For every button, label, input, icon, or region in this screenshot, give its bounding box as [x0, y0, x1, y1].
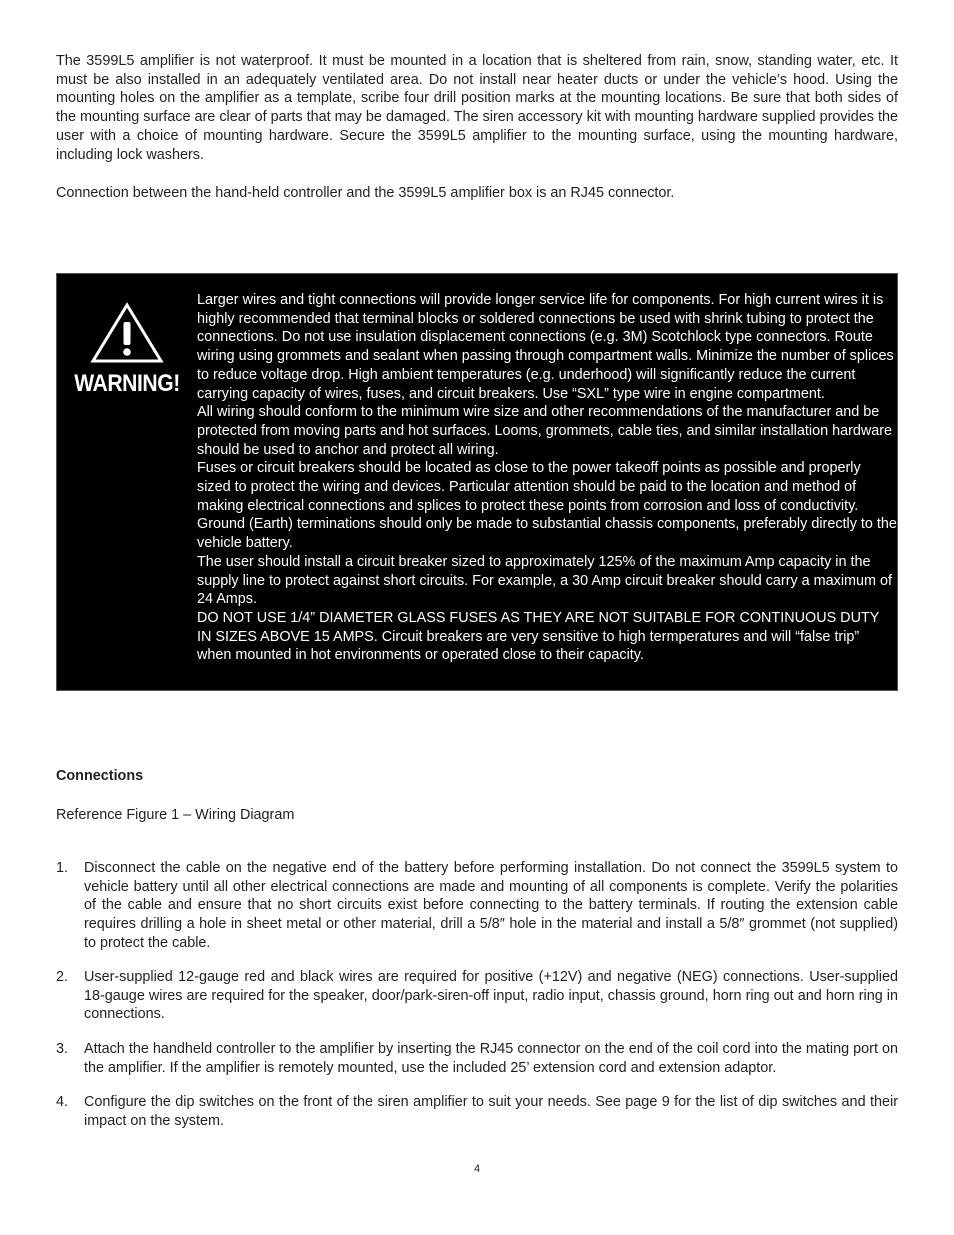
- list-item: [56, 1040, 898, 1077]
- intro-paragraph-mounting: The 3599L5 amplifier is not waterproof. It must be mounted in a location that is sheltered from rain, snow, standing water, etc. It must be also installed in an adequately ventilated area. Do not install near heater ducts or under the vehicle’s hood. Using the mounting holes on the amplifier as a template, scribe four drill position marks at the mounting locations. Be sure that both sides of the mounting surface are clear of parts that may be damaged. The siren accessory kit with mounting hardware supplied provides the user with a choice of mounting hardware. Secure the 3599L5 amplifier to the mounting surface, using the mounting hardware, including lock washers.: [56, 53, 898, 163]
- reference-figure-text: Reference Figure 1 – Wiring Diagram: [56, 807, 295, 823]
- intro-paragraph-connection: Connection between the hand-held controller and the 3599L5 amplifier box is an RJ45 connector.: [56, 185, 675, 201]
- warning-paragraph-wiring-conform: All wiring should conform to the minimum wire size and other recommendations of the manufacturer and be protected from moving parts and hot surfaces. Looms, grommets, cable ties, and similar installation hardware should be used to anchor and protect all wiring.: [197, 404, 893, 458]
- warning-triangle-icon: [90, 302, 164, 364]
- page-number: 4: [473, 1163, 481, 1175]
- list-item: [56, 968, 898, 1024]
- warning-paragraph-fuses: Fuses or circuit breakers should be located as close to the power takeoff points as possible and properly sized to protect the wiring and devices. Particular attention should be paid to the location and method of making electrical connections and splices to protect these points from corrosion and loss of conductivity. Ground (Earth) terminations should only be made to substantial chassis components, preferably directly to the vehicle battery.: [197, 460, 897, 552]
- list-item-number: 2.: [56, 969, 69, 985]
- list-item-text: Configure the dip switches on the front of the siren amplifier to suit your needs. See page 9 for the list of dip switches and their impact on the system.: [84, 1094, 898, 1129]
- warning-text: [197, 291, 897, 665]
- list-item-text: User-supplied 12-gauge red and black wires are required for positive (+12V) and negative (NEG) connections. User-supplied 18-gauge wires are required for the speaker, door/park-siren-off input, radio input, chassis ground, horn ring out and horn ring in connections.: [84, 969, 898, 1023]
- warning-paragraph-wires: Larger wires and tight connections will provide longer service life for components. For high current wires it is highly recommended that terminal blocks or soldered connections be used with shrink tubing to protect the connections. Do not use insulation displacement connections (e.g. 3M) Scotchlock type connectors. Route wiring using grommets and sealant when passing through compartment walls. Minimize the number of splices to reduce voltage drop. High ambient temperatures (e.g. underhood) will significantly reduce the current carrying capacity of wires, fuses, and circuit breakers. Use “SXL” type wire in engine compartment.: [197, 292, 894, 402]
- list-item-number: 1.: [56, 860, 69, 876]
- section-heading-connections: Connections: [56, 768, 144, 784]
- warning-paragraph-glass-fuses: DO NOT USE 1/4” DIAMETER GLASS FUSES AS THEY ARE NOT SUITABLE FOR CONTINUOUS DUTY IN SIZES ABOVE 15 AMPS. Circuit breakers are very sensitive to high termperatures and will “false trip” when mounted in hot environments or operated close to their capacity.: [197, 609, 880, 664]
- list-item-number: 4.: [56, 1094, 69, 1110]
- warning-box: [56, 273, 898, 691]
- warning-label: WARNING!: [74, 370, 180, 397]
- warning-label-group: [67, 302, 187, 398]
- list-item: [56, 1093, 898, 1130]
- list-item-number: 3.: [56, 1041, 69, 1057]
- warning-paragraph-circuit-breaker: The user should install a circuit breaker sized to approximately 125% of the maximum Amp capacity in the supply line to protect against short circuits. For example, a 30 Amp circuit breaker should carry a maximum of 24 Amps.: [197, 553, 893, 608]
- list-item-text: Disconnect the cable on the negative end of the battery before performing installation. Do not connect the 3599L5 system to vehicle battery until all other electrical connections are made and mounting of all components is complete. Verify the polarities of the cable and ensure that no short circuits exist before connecting to the battery terminals. If routing the extension cable requires drilling a hole in sheet metal or other material, drill a 5/8″ hole in the material and install a 5/8″ grommet (not supplied) to protect the cable.: [84, 860, 898, 951]
- list-item-text: Attach the handheld controller to the amplifier by inserting the RJ45 connector on the end of the coil cord into the mating port on the amplifier. If the amplifier is remotely mounted, use the included 25’ extension cord and extension adaptor.: [84, 1041, 898, 1076]
- list-item: [56, 859, 898, 953]
